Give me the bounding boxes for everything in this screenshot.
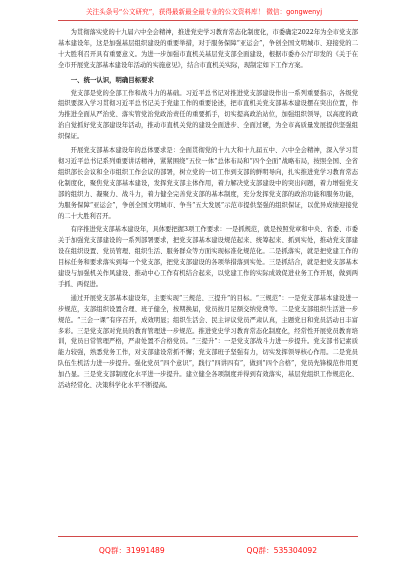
intro-paragraph: 为贯彻落实党的十九届六中全会精神，推进党史学习教育常态化制度化，市委确定2022年为全市党支部基本建设年，这是加强基层组织建设的重要举措，对于服务保障“亚运会”，争创全国文明城市、迎接党的二十大胜利召开具有重要意义。为进一步加强市直机关基层党支部全面建设，根据市委办公厅印发的《关于在全市开展党支部基本建设年活动的实施意见》，结合市直机关实际，现制定如下工作方案。 <box>58 29 358 69</box>
body-paragraph: 党支部是党的全部工作和战斗力的基础。习近平总书记对推进党支部建设作出一系列重要指示，各级党组织要深入学习贯彻习近平总书记关于党建工作的重要论述，把市直机关党支部基本建设摆在突出位置，作为推进全面从严治党、落实管党治党政治责任的重要抓手，切实提高政治站位，加强组织领导，以高度的政治自觉抓好党支部建设年活动，推动市直机关党的建设全面进步、全面过硬，为全市高质量发展提供坚强组织保证。 <box>58 89 358 141</box>
footer <box>58 545 358 556</box>
body-paragraph: 通过开展党支部基本建设年，主要实现“三规范、三提升”的目标。“三规范”：一是党支部基本建设进一步规范，支部组织设置合理、班子健全，按期换届，党员按月足额交纳党费等。二是党支部组织生活进一步规范。“三会一课”有序召开，成效明显；组织生活会、民主评议党员严肃认真，主题党日和党员活动日丰富多彩。三是党支部对党员的教育管理进一步规范。推进党史学习教育常态化制度化，经常性开展党员教育培训，党员日常管理严格，严肃处置不合格党员。“三提升”：一是党支部战斗力进一步提升。党支部书记素质能力较强，熟悉党务工作，对支部建设常抓不懈；党支部班子坚强有力，切实发挥领导核心作用。二是党员队伍生机活力进一步提升。强化党员“四个意识”，践行“四讲四有”，做到“四个合格”，党员先锋模范作用更加凸显。三是党支部制度化水平进一步提升。建立健全各项制度并得到有效落实，基层党组织工作规范化、活动经常化、决策科学化水平不断提高。 <box>58 294 358 390</box>
footer-rule <box>58 536 358 537</box>
qq-group-2: QQ群：535304092 <box>246 546 318 555</box>
qq-group-1: QQ群：31991489 <box>98 546 165 555</box>
header-banner: 关注头条号“公文研究”，获得最新最全最专业的公文资料库！ 微信：gongwenyj <box>85 8 323 16</box>
body-paragraph: 开展党支部基本建设年的总体要求是：全面贯彻党的十九大和十九届五中、六中全会精神，深入学习贯彻习近平总书记系列重要讲话精神，紧紧围绕“五位一体”总体布局和“四个全面”战略布局，按照全国、全省组织部长会议和全市组织工作会议的部署，树立党的一切工作到支部的鲜明导向，扎实推进党学习教育常态化制度化，聚焦党支部基本建设，发挥党支部主体作用，着力解决党支部建设中的突出问题，着力增强党支部的组织力、凝聚力、战斗力，着力健全完善党支部的基本制度，充分发挥党支部的政治功能和服务功能，为服务保障“亚运会”，争创全国文明城市、争当“五大发展”示范市提供坚强的组织保证，以优异成绩迎接党的二十大胜利召开。 <box>58 147 358 220</box>
document-body <box>58 28 358 395</box>
header-rule <box>58 20 358 21</box>
body-paragraph: 有序推进党支部基本建设年，具体要把握3项工作要求：一是抓规范，就是按照党章和中央、省委、市委关于加强党支部建设的一系列部署要求，把党支部基本建设规范起来、统筹起来、抓到实处，推动党支部建设在组织设置、党员管理、组织生活、服务群众等方面实现标准化规范化。二是抓落实，就是把党建工作的目标任务和要求落实到每一个党支部，把党支部建设的各项举措落到实处。三是抓结合，就是把党支部基本建设与加强机关作风建设、推动中心工作有机结合起来，以党建工作的实际成效促进业务工作开展，做到两手抓、两促进。 <box>58 226 358 288</box>
section-heading: 一、统一认识，明确目标要求 <box>70 75 154 84</box>
